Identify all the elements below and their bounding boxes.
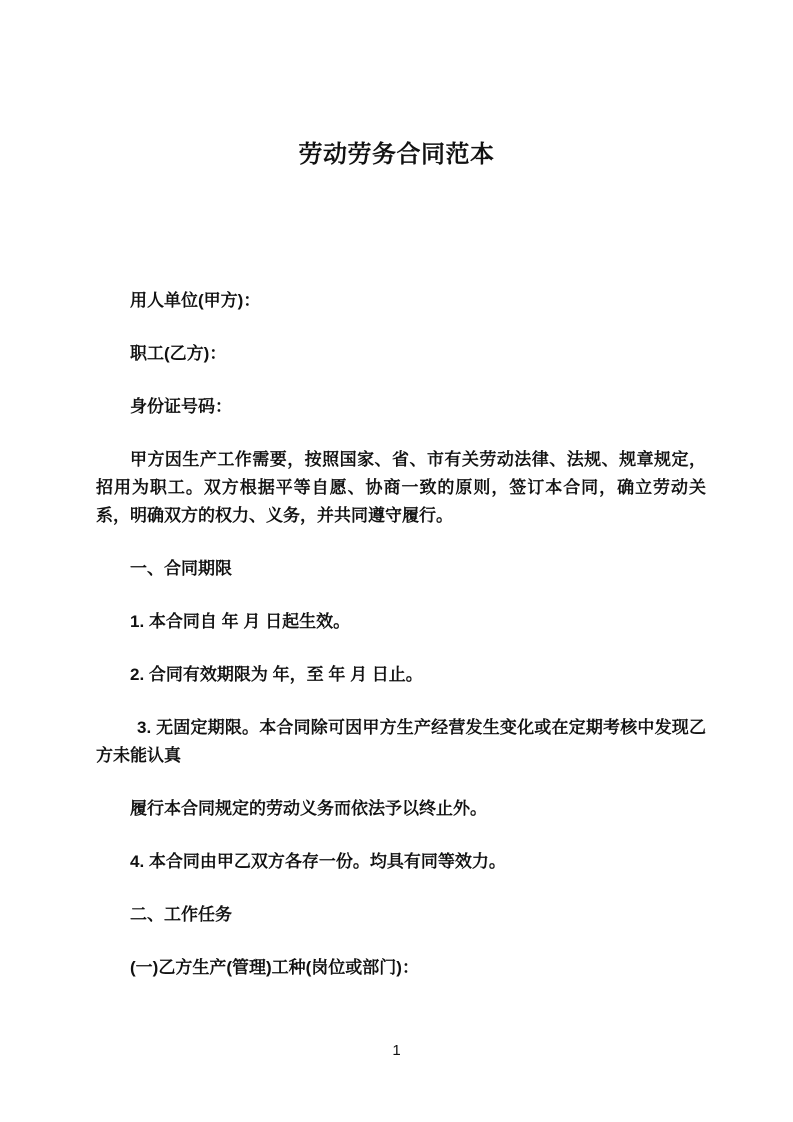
section-2-heading: 二、工作任务 xyxy=(130,905,232,924)
section-1-clause-1: 1. 本合同自 年 月 日起生效。 xyxy=(130,612,351,631)
preamble-paragraph: 甲方因生产工作需要，按照国家、省、市有关劳动法律、法规、规章规定，招用为职工。双方根据平等自愿、协商一致的原则，签订本合同，确立劳动关系，明确双方的权力、义务，并共同遵守履行。 xyxy=(96,450,706,525)
party-a-line: 用人单位(甲方)： xyxy=(130,291,261,310)
document-body xyxy=(96,287,706,982)
section-1-clause-2: 2. 合同有效期限为 年，至 年 月 日止。 xyxy=(130,665,423,684)
page-number: 1 xyxy=(392,1042,401,1059)
section-1-heading: 一、合同期限 xyxy=(130,559,232,578)
document-title: 劳动劳务合同范本 xyxy=(298,141,495,168)
party-b-line: 职工(乙方)： xyxy=(130,344,227,363)
section-2-clause-1: (一)乙方生产(管理)工种(岗位或部门)： xyxy=(130,958,419,977)
section-1-clause-3: 3. 无固定期限。本合同除可因甲方生产经营发生变化或在定期考核中发现乙方未能认真 xyxy=(96,718,706,765)
id-number-line: 身份证号码： xyxy=(130,397,232,416)
section-1-clause-4: 4. 本合同由甲乙双方各存一份。均具有同等效力。 xyxy=(130,852,506,871)
section-1-clause-3-continuation: 履行本合同规定的劳动义务而依法予以终止外。 xyxy=(130,799,487,818)
